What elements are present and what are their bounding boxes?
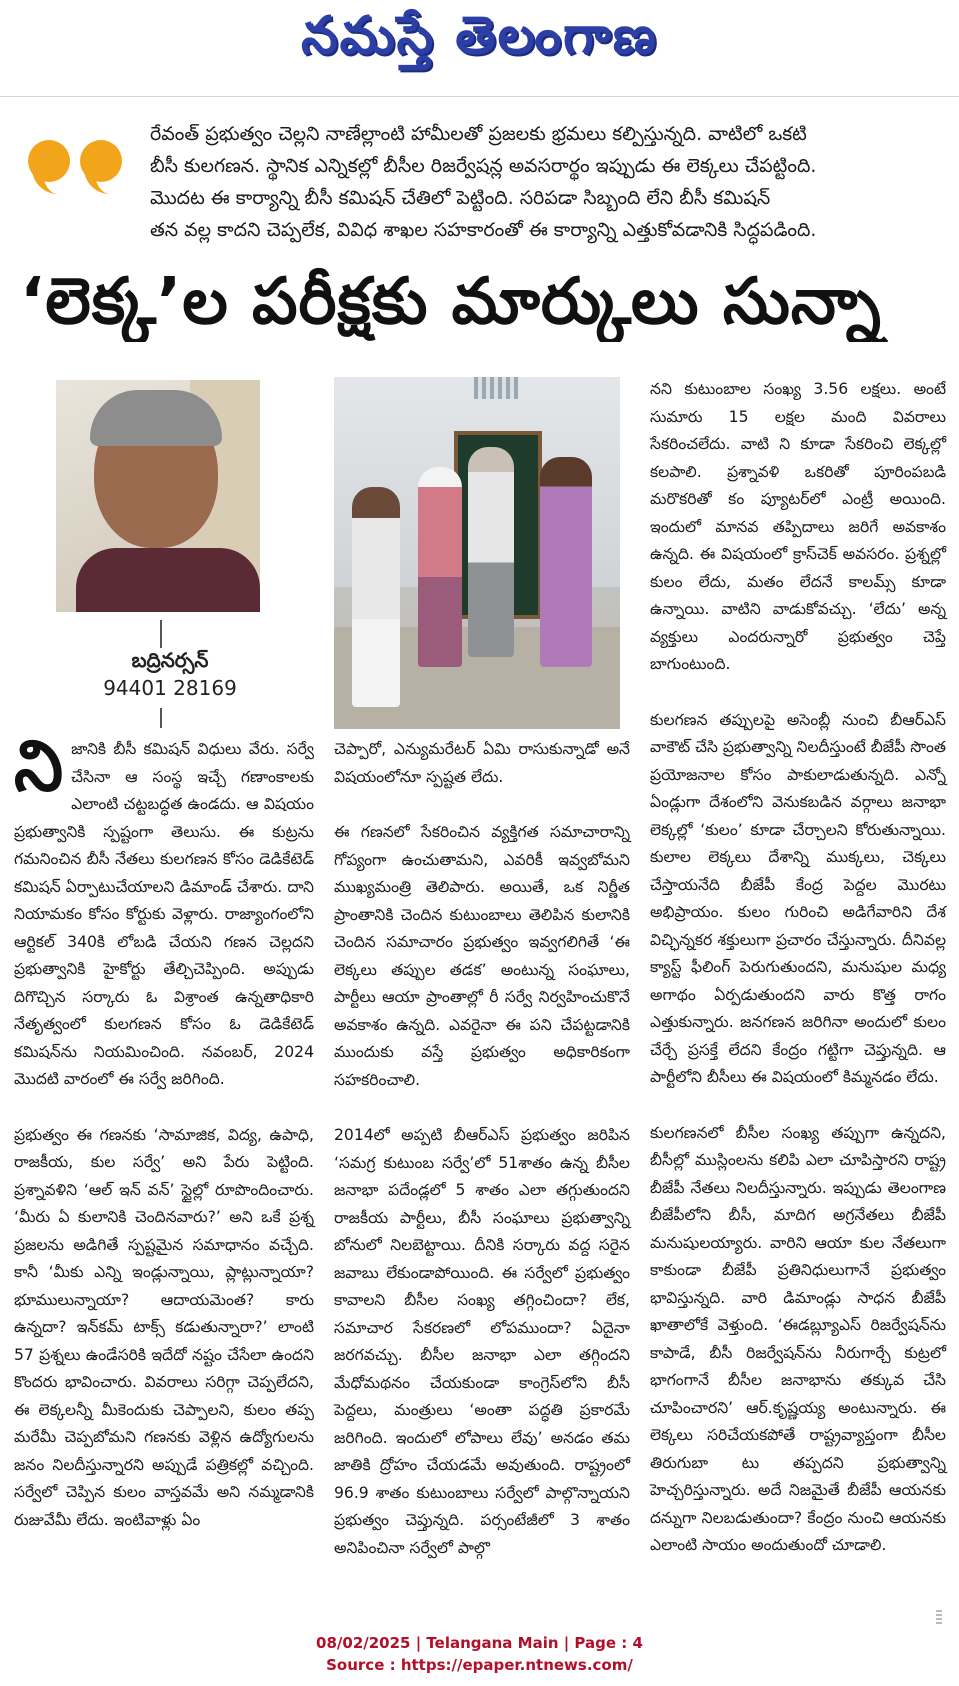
dropcap: ని: [14, 725, 64, 807]
news-photo: [334, 377, 620, 729]
paragraph-gap: [334, 1094, 630, 1122]
paragraph-gap: [334, 791, 630, 819]
photo-shirt: [76, 548, 260, 612]
quote-dot-right: [80, 140, 122, 182]
paragraph-gap: [650, 679, 946, 707]
lead-line: తన వల్ల కాదని చెప్పలేక, వివిధ శాఖల సహకారంతో ఈ కార్యాన్ని ఎత్తుకోవడానికి సిద్ధపడింది.: [150, 219, 817, 241]
author-phone: 94401 28169: [103, 676, 237, 700]
column-1: [14, 725, 314, 1534]
author-divider-bottom: [160, 708, 162, 728]
paragraph-gap: [650, 1092, 946, 1120]
lead-line: రేవంత్ ప్రభుత్వం చెల్లని నాణేల్లాంటి హామీలతో ప్రజలకు భ్రమలు కల్పిస్తున్నది. వాటిలో ఒకటి: [150, 123, 807, 145]
paragraph: ప్రభుత్వం ఈ గణనకు ‘సామాజిక, విద్య, ఉపాధి, రాజకీయ, కుల సర్వే’ అని పేరు పెట్టింది. ప్రశ్నావళిని ‘ఆల్ ఇన్ వన్’ స్టైల్లో రూపొందించారు. ‘మీరు ఏ కులానికి చెందినవారు?’ అని ఒకే ప్రశ్న ప్రజలను అడిగితే స్పష్టమైన సమాధానం వచ్చేది. కానీ ‘మీకు ఎన్ని ఇండ్లున్నాయి, ప్లాట్లున్నాయా? భూములున్నాయా? ఆదాయమెంత? కారు ఉన్నదా? ఇన్‌కమ్ టాక్స్ కడుతున్నారా?’ లాంటి 57 ప్రశ్నలు ఉండేసరికి ఇదేదో నష్టం చేసేలా ఉందని కొందరు భావించారు. వివరాలు సరిగ్గా చెప్పలేదని, ఈ లెక్కలన్నీ మీకెందుకు చెప్పాలని, కులం తప్ప మరేమీ చెప్పబోమని గణనకు వెళ్లిన ఉద్యోగులను జనం నిలదీస్తున్నారని అప్పుడే పత్రికల్లో వచ్చింది. సర్వేలో చెప్పిన కులం వాస్తవమే అని నమ్మడానికి రుజువేమీ లేదు. ఇంటివాళ్లు ఏం: [14, 1125, 314, 1529]
page-bars-icon: [936, 1610, 942, 1626]
quote-dot-left: [28, 140, 70, 182]
paragraph: [14, 725, 314, 1094]
lead-line: బీసీ కులగణన. స్థానిక ఎన్నికల్లో బీసీల రిజర్వేషన్ల అవసరార్థం ఇప్పుడు ఈ లెక్కలు చేపట్టింది.: [150, 155, 817, 177]
author-divider-top: [160, 620, 162, 648]
lead-line: మొదట ఈ కార్యాన్ని బీసీ కమిషన్ చేతిలో పెట్టింది. సరిపడా సిబ్బంది లేని బీసీ కమిషన్: [150, 187, 771, 209]
paragraph: ఈ గణనలో సేకరించిన వ్యక్తిగత సమాచారాన్ని గోప్యంగా ఉంచుతామని, ఎవరికీ ఇవ్వబోమని ముఖ్యమంత్రి తెలిపారు. అయితే, ఒక నిర్ణీత ప్రాంతానికి చెందిన కుటుంబాలు తెలిపిన కులానికి చెందిన సమాచారం ప్రభుత్వం ఇవ్వగలిగితే ‘ఈ లెక్కలు తప్పుల తడక’ అంటున్న సంఘాలు, పార్టీలు ఆయా ప్రాంతాల్లో రీ సర్వే నిర్వహించుకొనే అవకాశం ఉన్నది. ఎవరైనా ఈ పని చేపట్టడానికి ముందుకు వస్తే ప్రభుత్వం అధికారికంగా సహకరించాలి.: [334, 823, 630, 1089]
author-name: బద్రినర్సన్: [131, 648, 209, 672]
column-2: [334, 736, 630, 1562]
photo-person: [468, 447, 514, 657]
lead-paragraph: [150, 118, 930, 246]
photo-vent: [474, 377, 518, 399]
masthead-title: నమస్తే తెలంగాణ: [301, 6, 658, 66]
photo-person: [352, 487, 400, 707]
masthead: [0, 0, 959, 92]
quote-mark-icon: [28, 140, 128, 210]
page-footer: [0, 1632, 959, 1676]
paragraph: చెప్పారో, ఎన్యుమరేటర్ ఏమి రాసుకున్నాడో అనే విషయంలోనూ స్పష్టత లేదు.: [334, 740, 630, 786]
paragraph: నని కుటుంబాల సంఖ్య 3.56 లక్షలు. అంటే సుమారు 15 లక్షల మంది వివరాలు సేకరించలేదు. వాటి ని కూడా సేకరించి లెక్కల్లో కలపాలి. ప్రశ్నావళి ఒకరితో పూరింపబడి మరొకరితో కం ప్యూటర్‌లో ఎంట్రీ అయింది. ఇందులో మానవ తప్పిదాలు జరిగే అవకాశం ఉన్నది. ఈ విషయంలో క్రాస్‌చెక్ అవసరం. ప్రశ్నల్లో కులం లేదు, మతం లేదనే కాలమ్స్ కూడా ఉన్నాయి. వాటిని వాడుకోవచ్చు. ‘లేదు’ అన్న వ్యక్తులు ఎందరున్నారో ప్రభుత్వం చెప్తే బాగుంటుంది.: [650, 380, 946, 673]
masthead-rule: [0, 96, 959, 97]
column-3: [650, 376, 946, 1560]
author-photo: [56, 380, 260, 612]
photo-person: [418, 467, 462, 667]
paragraph-text: జానికి బీసీ కమిషన్ విధులు వేరు. సర్వే చేసినా ఆ సంస్థ ఇచ్చే గణాంకాలకు ఎలాంటి చట్టబద్ధత ఉండదు. ఆ విషయం ప్రభుత్వానికి స్పష్టంగా తెలుసు. ఈ కుట్రను గమనించిన బీసీ నేతలు కులగణన కోసం డెడికేటెడ్ కమిషన్ ఏర్పాటుచేయాలని డిమాండ్ చేశారు. దాని నియామకం కోసం కోర్టుకు వెళ్లారు. రాజ్యాంగంలోని ఆర్టికల్ 340కి లోబడి చేయని గణన చెల్లదని ప్రభుత్వానికి హైకోర్టు తేల్చిచెప్పింది. అప్పుడు దిగొచ్చిన సర్కారు ఓ విశ్రాంత ఉన్నతాధికారి నేతృత్వంలో కులగణన కోసం ఓ డెడికేటెడ్ కమిషన్‌ను నియమించింది. నవంబర్, 2024 మొదటి వారంలో ఈ సర్వే జరిగింది.: [14, 740, 314, 1088]
footer-date-line: 08/02/2025 | Telangana Main | Page : 4: [316, 1634, 643, 1652]
paragraph-gap: [14, 1094, 314, 1122]
footer-source-line: Source : https://epaper.ntnews.com/: [326, 1656, 633, 1674]
photo-hair: [90, 390, 222, 446]
paragraph: 2014లో అప్పటి బీఆర్‌ఎస్ ప్రభుత్వం జరిపిన ‘సమగ్ర కుటుంబ సర్వే’లో 51శాతం ఉన్న బీసీల జనాభా పదేండ్లలో 5 శాతం ఎలా తగ్గుతుందని రాజకీయ పార్టీలు, బీసీ సంఘాలు ప్రభుత్వాన్ని బోనులో నిలబెట్టాయి. దీనికి సర్కారు వద్ద సరైన జవాబు లేకుండాపోయింది. ఈ సర్వేలో ప్రభుత్వం కావాలని బీసీల సంఖ్య తగ్గించిందా? లేక, సమాచార సేకరణలో లోపముందా? ఏదైనా జరగవచ్చు. బీసీల జనాభా ఎలా తగ్గిందని మేధోమథనం చేయకుండా కాంగ్రెస్‌లోని బీసీ పెద్దలు, మంత్రులు ‘అంతా పద్ధతి ప్రకారమే జరిగింది. ఇందులో లోపాలు లేవు’ అనడం తమ జాతికి ద్రోహం చేయడమే అవుతుంది. రాష్ట్రంలో 96.9 శాతం కుటుంబాలు సర్వేలో పాల్గొన్నాయని ప్రభుత్వం చెప్తున్నది. పర్సంటేజీలో 3 శాతం అనిపించినా సర్వేలో పాల్గొ: [334, 1126, 630, 1557]
photo-person: [540, 457, 592, 667]
paragraph: కులగణనలో బీసీల సంఖ్య తప్పుగా ఉన్నదని, బీసీల్లో ముస్లింలను కలిపి ఎలా చూపిస్తారని రాష్ట్ర బీజేపీ నేతలు నిలదీస్తున్నారు. ఇప్పుడు తెలంగాణ బీజేపీలోని బీసీ, మాదిగ అగ్రనేతలు బీజేపీ మనుషులయ్యారు. వారిని ఆయా కుల నేతలుగా కాకుండా బీజేపీ ప్రతినిధులుగానే ప్రభుత్వం భావిస్తున్నది. వారి డిమాండ్లు సాధన బీజేపీ ఖాతాలోకే వెళ్తుంది. ‘ఈడబ్ల్యూఎస్ రిజర్వేషన్‌ను కాపాడే, బీసీ రిజర్వేషన్‌ను నీరుగార్చే కుట్రలో భాగంగానే బీసీల జనాభాను తక్కువ చేసి చూపించారని’ ఆర్.కృష్ణయ్య అంటున్నారు. ఈ లెక్కలు సరిచేయకపోతే రాష్ట్రవ్యాప్తంగా బీసీల తిరుగుబా టు తప్పదని ప్రభుత్వాన్ని హెచ్చరిస్తున్నారు. అదే నిజమైతే బీజేపీ ఆయనకు దన్నుగా నిలబడుతుందా? కేంద్రం నుంచి ఆయనకు ఎలాంటి సాయం అందుతుందో చూడాలి.: [650, 1123, 946, 1554]
article-headline: ‘లెక్క’ల పరీక్షకు మార్కులు సున్నా: [20, 265, 882, 339]
paragraph: కులగణన తప్పులపై అసెంబ్లీ నుంచి బీఆర్‌ఎస్ వాకౌట్ చేసి ప్రభుత్వాన్ని నిలదీస్తుంటే బీజేపీ సొంత ప్రయోజనాల కోసం పాకులాడుతున్నది. ఎన్నో ఏండ్లుగా దేశంలోని వెనుకబడిన వర్గాలు జనాభా లెక్కల్లో ‘కులం’ కూడా చేర్చాలని కోరుతున్నాయి. కులాల లెక్కలు దేశాన్ని ముక్కలు, చెక్కలు చేస్తాయనేది బీజేపీ కేంద్ర పెద్దల మొరటు అభిప్రాయం. కులం గురించి అడిగేవారిని దేశ విచ్ఛిన్నకర శక్తులుగా ప్రచారం చేస్తున్నారు. దీనివల్ల క్యాస్ట్ ఫీలింగ్ పెరుగుతుందని, మనుషుల మధ్య అగాథం ఏర్పడుతుందని వారు కొత్త రాగం ఎత్తుకున్నారు. జనగణన జరిగినా అందులో కులం చేర్చే ప్రసక్తే లేదని కేంద్రం గట్టిగా చెప్తున్నది. ఆ పార్టీలోని బీసీలు ఈ విషయంలో కిమ్మనడం లేదు.: [650, 710, 946, 1086]
